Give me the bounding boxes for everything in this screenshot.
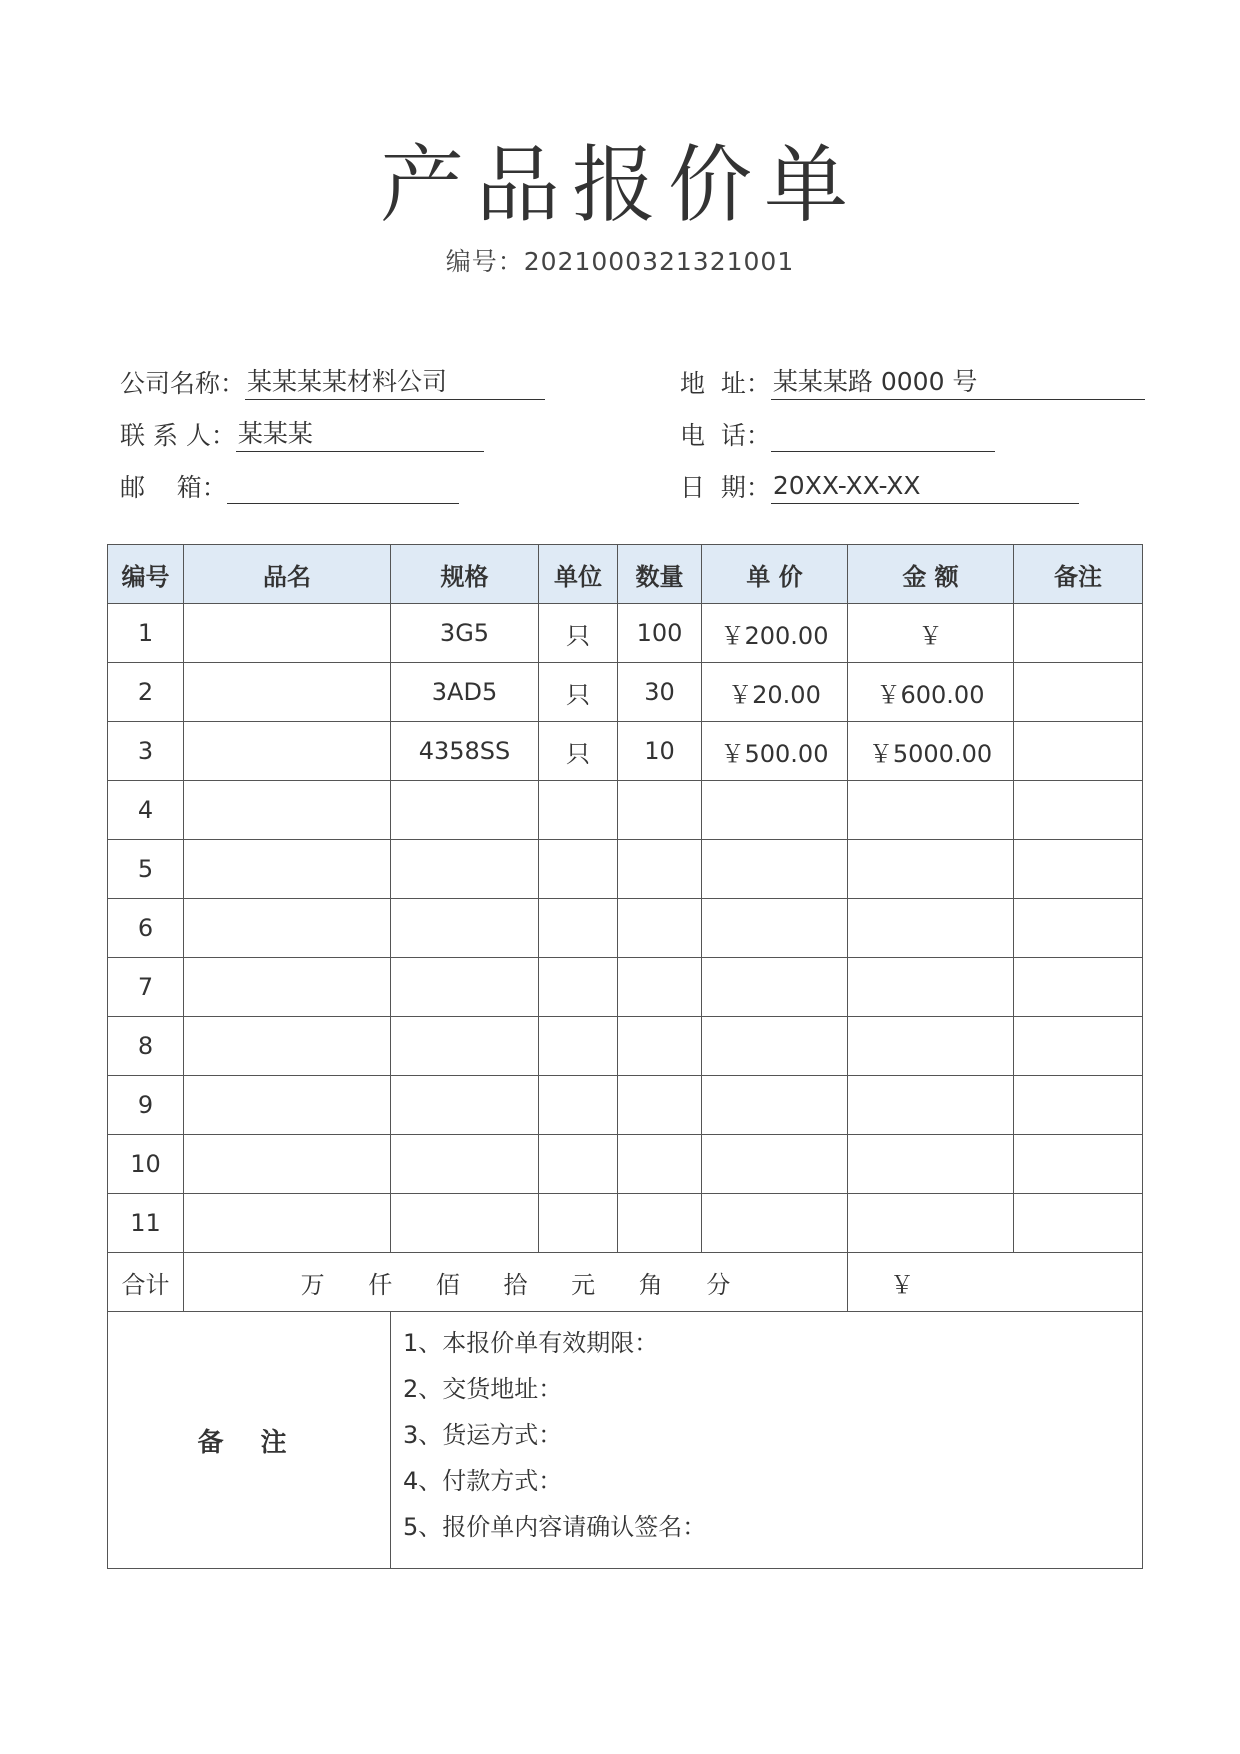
item-price-cell[interactable]: ￥20.00 (702, 663, 848, 722)
item-remark-cell[interactable] (1014, 1017, 1143, 1076)
item-name-cell[interactable] (184, 1194, 391, 1253)
item-no-cell: 1 (108, 604, 184, 663)
item-qty-cell[interactable] (618, 840, 702, 899)
date-value[interactable]: 20XX-XX-XX (771, 471, 1079, 504)
date-label: 日 期： (680, 473, 771, 502)
quote-table (107, 544, 1143, 1569)
item-price-cell[interactable] (702, 1076, 848, 1135)
header-cell: 品名 (184, 545, 391, 604)
table-row (108, 722, 1143, 781)
unit-bai: 佰 (435, 1270, 460, 1299)
table-body (108, 604, 1143, 1253)
item-amount-cell[interactable]: ￥600.00 (848, 663, 1014, 722)
address-label: 地 址： (680, 369, 771, 398)
item-price-cell[interactable] (702, 1194, 848, 1253)
item-amount-cell[interactable] (848, 958, 1014, 1017)
item-qty-cell[interactable] (618, 1135, 702, 1194)
term-item: 3、货运方式： (403, 1421, 563, 1449)
header-cell: 规格 (391, 545, 539, 604)
item-qty-cell[interactable] (618, 1017, 702, 1076)
item-unit-cell[interactable]: 只 (539, 604, 618, 663)
item-price-cell[interactable]: ￥500.00 (702, 722, 848, 781)
item-price-cell[interactable] (702, 1017, 848, 1076)
table-row (108, 604, 1143, 663)
item-amount-cell[interactable] (848, 1135, 1014, 1194)
item-remark-cell[interactable] (1014, 958, 1143, 1017)
total-amount[interactable]: ￥ (848, 1253, 1143, 1312)
item-name-cell[interactable] (184, 1076, 391, 1135)
item-price-cell[interactable] (702, 1135, 848, 1194)
header-cell: 金 额 (848, 545, 1014, 604)
header-cell: 单位 (539, 545, 618, 604)
contact-label: 联 系 人： (120, 421, 236, 450)
remarks-row (108, 1312, 1143, 1569)
item-qty-cell[interactable] (618, 958, 702, 1017)
item-spec-cell[interactable] (391, 1135, 539, 1194)
doc-number-label: 编号： (445, 247, 524, 276)
page-title: 产品报价单 (379, 136, 860, 234)
item-remark-cell[interactable] (1014, 1076, 1143, 1135)
item-unit-cell[interactable] (539, 1076, 618, 1135)
email-field (120, 470, 459, 504)
total-row (108, 1253, 1143, 1312)
term-item: 2、交货地址： (403, 1375, 563, 1403)
table-row (108, 1076, 1143, 1135)
item-spec-cell[interactable] (391, 840, 539, 899)
table-header-row (108, 545, 1143, 604)
item-price-cell[interactable] (702, 840, 848, 899)
item-remark-cell[interactable] (1014, 604, 1143, 663)
item-qty-cell[interactable]: 10 (618, 722, 702, 781)
phone-field (680, 418, 995, 452)
item-unit-cell[interactable] (539, 781, 618, 840)
item-spec-cell[interactable]: 4358SS (391, 722, 539, 781)
table-row (108, 663, 1143, 722)
item-unit-cell[interactable] (539, 958, 618, 1017)
table-row (108, 958, 1143, 1017)
address-field (680, 366, 1145, 400)
item-price-cell[interactable] (702, 899, 848, 958)
unit-yuan: 元 (571, 1270, 596, 1299)
item-name-cell[interactable] (184, 722, 391, 781)
item-no-cell: 7 (108, 958, 184, 1017)
phone-value[interactable] (771, 419, 995, 452)
item-spec-cell[interactable]: 3AD5 (391, 663, 539, 722)
header-cell: 数量 (618, 545, 702, 604)
item-no-cell: 6 (108, 899, 184, 958)
item-no-cell: 10 (108, 1135, 184, 1194)
contact-value[interactable]: 某某某 (236, 419, 484, 452)
item-price-cell[interactable] (702, 781, 848, 840)
item-spec-cell[interactable] (391, 1076, 539, 1135)
item-name-cell[interactable] (184, 1017, 391, 1076)
item-name-cell[interactable] (184, 958, 391, 1017)
unit-jiao: 角 (638, 1270, 663, 1299)
term-item: 5、报价单内容请确认签名： (403, 1513, 707, 1541)
item-unit-cell[interactable] (539, 899, 618, 958)
item-no-cell: 9 (108, 1076, 184, 1135)
item-no-cell: 4 (108, 781, 184, 840)
item-name-cell[interactable] (184, 840, 391, 899)
item-no-cell: 3 (108, 722, 184, 781)
item-remark-cell[interactable] (1014, 781, 1143, 840)
remarks-label: 备 注 (108, 1312, 391, 1569)
item-price-cell[interactable]: ￥200.00 (702, 604, 848, 663)
email-label: 邮 箱： (120, 473, 227, 502)
table-row (108, 1017, 1143, 1076)
document-number (0, 242, 1240, 278)
item-remark-cell[interactable] (1014, 722, 1143, 781)
item-remark-cell[interactable] (1014, 1135, 1143, 1194)
item-qty-cell[interactable]: 30 (618, 663, 702, 722)
doc-number-value: 2021000321321001 (523, 247, 795, 276)
item-spec-cell[interactable] (391, 781, 539, 840)
unit-fen: 分 (706, 1270, 731, 1299)
item-unit-cell[interactable] (539, 1135, 618, 1194)
unit-qian: 仟 (368, 1270, 393, 1299)
item-no-cell: 11 (108, 1194, 184, 1253)
item-no-cell: 5 (108, 840, 184, 899)
item-remark-cell[interactable] (1014, 1194, 1143, 1253)
item-amount-cell[interactable]: ￥5000.00 (848, 722, 1014, 781)
item-spec-cell[interactable] (391, 1194, 539, 1253)
item-unit-cell[interactable]: 只 (539, 722, 618, 781)
contact-field (120, 418, 484, 452)
term-item: 4、付款方式： (403, 1467, 563, 1495)
item-name-cell[interactable] (184, 781, 391, 840)
terms-list[interactable] (391, 1312, 1143, 1569)
item-qty-cell[interactable]: 100 (618, 604, 702, 663)
item-qty-cell[interactable] (618, 1076, 702, 1135)
table-row (108, 1135, 1143, 1194)
item-qty-cell[interactable] (618, 781, 702, 840)
unit-wan: 万 (300, 1270, 325, 1299)
total-label: 合计 (108, 1253, 184, 1312)
item-amount-cell[interactable] (848, 1194, 1014, 1253)
item-name-cell[interactable] (184, 899, 391, 958)
item-amount-cell[interactable] (848, 899, 1014, 958)
item-amount-cell[interactable]: ￥ (848, 604, 1014, 663)
address-value[interactable]: 某某某路 0000 号 (771, 367, 1145, 400)
unit-shi: 拾 (503, 1270, 528, 1299)
company-value[interactable]: 某某某某材料公司 (245, 367, 545, 400)
item-spec-cell[interactable] (391, 958, 539, 1017)
item-price-cell[interactable] (702, 958, 848, 1017)
header-cell: 备注 (1014, 545, 1143, 604)
item-unit-cell[interactable]: 只 (539, 663, 618, 722)
item-remark-cell[interactable] (1014, 840, 1143, 899)
item-name-cell[interactable] (184, 1135, 391, 1194)
item-no-cell: 8 (108, 1017, 184, 1076)
company-field (120, 366, 545, 400)
table-row (108, 781, 1143, 840)
item-qty-cell[interactable] (618, 899, 702, 958)
item-name-cell[interactable] (184, 663, 391, 722)
table-row (108, 899, 1143, 958)
email-value[interactable] (227, 471, 459, 504)
company-label: 公司名称： (120, 369, 246, 398)
item-amount-cell[interactable] (848, 1076, 1014, 1135)
item-spec-cell[interactable] (391, 899, 539, 958)
phone-label: 电 话： (680, 421, 771, 450)
item-spec-cell[interactable]: 3G5 (391, 604, 539, 663)
item-amount-cell[interactable] (848, 840, 1014, 899)
item-qty-cell[interactable] (618, 1194, 702, 1253)
item-amount-cell[interactable] (848, 781, 1014, 840)
table-row (108, 1194, 1143, 1253)
date-field (680, 470, 1079, 504)
item-unit-cell[interactable] (539, 1194, 618, 1253)
item-remark-cell[interactable] (1014, 663, 1143, 722)
total-in-words[interactable] (184, 1253, 848, 1312)
item-amount-cell[interactable] (848, 1017, 1014, 1076)
item-name-cell[interactable] (184, 604, 391, 663)
item-spec-cell[interactable] (391, 1017, 539, 1076)
item-unit-cell[interactable] (539, 840, 618, 899)
header-cell: 编号 (108, 545, 184, 604)
item-unit-cell[interactable] (539, 1017, 618, 1076)
item-remark-cell[interactable] (1014, 899, 1143, 958)
term-item: 1、本报价单有效期限： (403, 1329, 659, 1357)
header-cell: 单 价 (702, 545, 848, 604)
item-no-cell: 2 (108, 663, 184, 722)
table-row (108, 840, 1143, 899)
